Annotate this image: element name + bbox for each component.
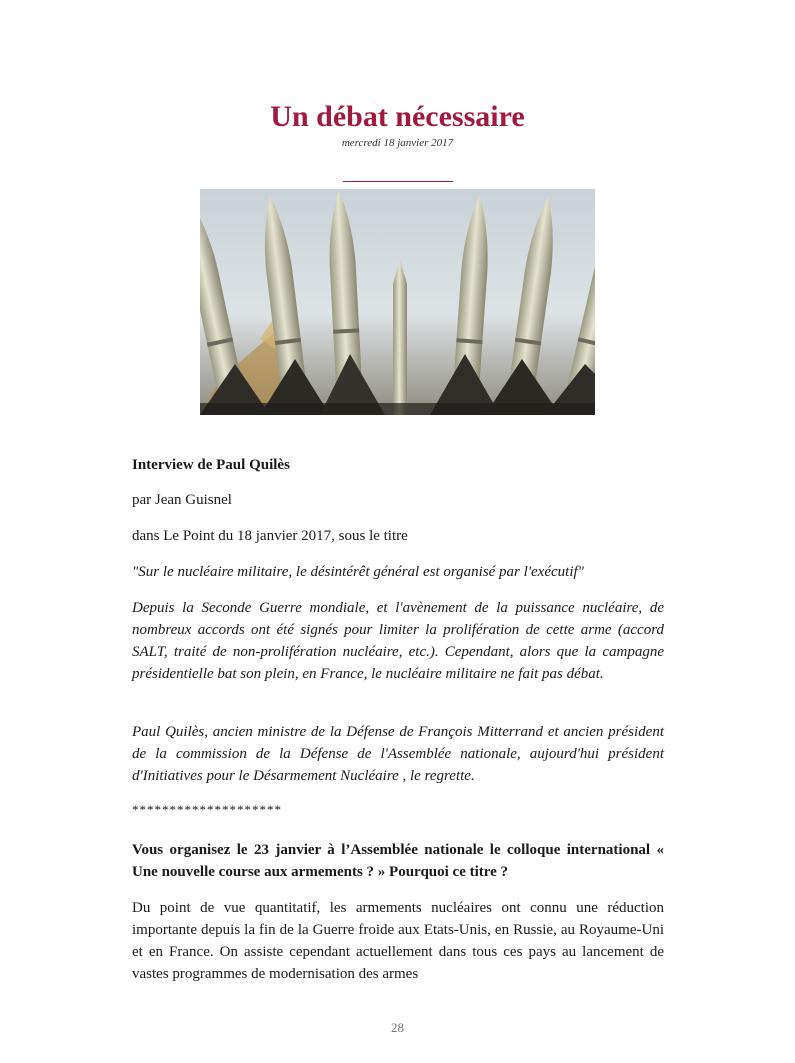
question-1: Vous organisez le 23 janvier à l’Assemblée nationale le colloque international « Une nouvelle course aux armements ? » Pourquoi ce titre ?	[132, 842, 664, 880]
title-divider	[343, 181, 453, 182]
missiles-illustration	[200, 189, 595, 415]
page-number: 28	[391, 1020, 404, 1035]
separator-stars: ********************	[132, 802, 282, 817]
answer-1: Du point de vue quantitatif, les armements nucléaires ont connu une réduction importante depuis la fin de la Guerre froide aux Etats-Unis, en Russie, au Royaume-Uni et en France. On assiste cependant actuellement dans tous ces pays au lancement de vastes programmes de modernisation des armes	[132, 900, 664, 982]
intro-paragraph-1: Depuis la Seconde Guerre mondiale, et l'avènement de la puissance nucléaire, de nombreux accords ont été signés pour limiter la prolifération de cette arme (accord SALT, traité de non-prolifération nucléaire, etc.). Cependant, alors que la campagne présidentielle bat son plein, en France, le nucléaire militaire ne fait pas débat.	[132, 600, 664, 682]
article-date: mercredi 18 janvier 2017	[341, 137, 454, 149]
missiles-photo	[200, 189, 595, 415]
page-title: Un débat nécessaire	[270, 100, 525, 133]
source-line: dans Le Point du 18 janvier 2017, sous le titre	[132, 528, 408, 544]
quote-title: "Sur le nucléaire militaire, le désintérêt général est organisé par l'exécutif"	[132, 564, 584, 580]
byline: par Jean Guisnel	[132, 492, 232, 508]
intro-paragraph-2: Paul Quilès, ancien ministre de la Défense de François Mitterrand et ancien président de la commission de la Défense de l'Assemblée nationale, aujourd'hui président d'Initiatives pour le Désarmement Nucléaire , le regrette.	[132, 724, 664, 784]
interview-kicker: Interview de Paul Quilès	[132, 457, 290, 473]
